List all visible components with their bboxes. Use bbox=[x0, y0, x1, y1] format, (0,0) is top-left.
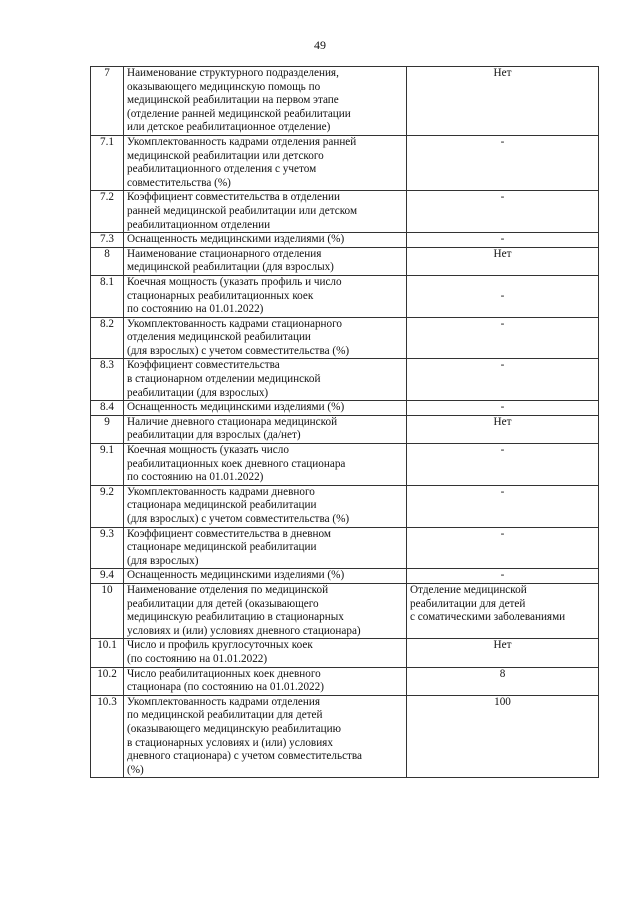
indicator-name-line: Наименование структурного подразделения, bbox=[127, 67, 339, 79]
indicator-name-line: Коечная мощность (указать профиль и число bbox=[127, 275, 342, 288]
table-row bbox=[91, 359, 599, 401]
indicator-name-line: Наименование отделения по медицинской bbox=[127, 583, 329, 596]
indicator-value bbox=[407, 695, 599, 778]
indicator-value-line: - bbox=[500, 135, 505, 148]
table-row bbox=[91, 247, 599, 275]
indicator-name-line: Наличие дневного стационара медицинской bbox=[127, 415, 338, 428]
indicator-name-line: Укомплектованность кадрами стационарного bbox=[127, 317, 343, 330]
page-number: 49 bbox=[314, 38, 326, 52]
indicator-name-line: (%) bbox=[127, 763, 144, 776]
indicator-name bbox=[124, 444, 407, 486]
indicator-name bbox=[124, 415, 407, 443]
indicator-name-line: Коечная мощность (указать число bbox=[127, 444, 289, 457]
row-number: 10.2 bbox=[91, 667, 124, 695]
indicator-name bbox=[124, 135, 407, 190]
row-number: 8 bbox=[91, 247, 124, 275]
indicator-name-line: Укомплектованность кадрами отделения ранней bbox=[127, 135, 357, 148]
indicator-value bbox=[407, 359, 599, 401]
indicator-name-line: дневного стационара) с учетом совместительства bbox=[127, 750, 363, 763]
row-number: 8.1 bbox=[91, 275, 124, 317]
indicator-value bbox=[407, 247, 599, 275]
indicator-name bbox=[124, 401, 407, 416]
indicator-value bbox=[407, 401, 599, 416]
indicator-name-line: реабилитационного отделения с учетом bbox=[127, 163, 317, 176]
indicator-value-line: - bbox=[500, 191, 505, 204]
indicator-name-line: медицинской реабилитации (для взрослых) bbox=[127, 261, 334, 274]
indicator-value bbox=[407, 317, 599, 359]
indicator-value-line: Нет bbox=[493, 639, 512, 652]
indicator-value-line: - bbox=[500, 569, 505, 582]
indicator-value-line: 8 bbox=[499, 667, 506, 680]
indicator-name bbox=[124, 695, 407, 778]
indicator-value bbox=[407, 233, 599, 248]
table-row bbox=[91, 444, 599, 486]
indicator-value-line: с соматическими заболеваниями bbox=[410, 611, 566, 624]
indicator-name-line: реабилитационных коек дневного стационара bbox=[127, 457, 346, 470]
indicator-name-line: стационарных реабилитационных коек bbox=[127, 289, 314, 302]
indicator-name-line: медицинскую реабилитацию в стационарных bbox=[127, 611, 344, 624]
indicator-value-line: - bbox=[500, 527, 505, 540]
table-row bbox=[91, 135, 599, 190]
row-number: 7 bbox=[91, 67, 124, 136]
indicator-value-line: - bbox=[500, 233, 505, 246]
row-number: 9.1 bbox=[91, 444, 124, 486]
indicator-name-line: реабилитации для взрослых (да/нет) bbox=[127, 429, 301, 442]
indicator-name bbox=[124, 191, 407, 233]
indicator-name-line: Коэффициент совместительства в дневном bbox=[127, 527, 331, 540]
indicator-value-line: - bbox=[500, 485, 505, 498]
row-number: 8.2 bbox=[91, 317, 124, 359]
indicators-table bbox=[90, 66, 599, 778]
indicator-name bbox=[124, 67, 407, 136]
table-row bbox=[91, 569, 599, 584]
indicator-value-line: - bbox=[500, 317, 505, 330]
indicator-name bbox=[124, 583, 407, 638]
indicator-name-line: (для взрослых) с учетом совместительства (%) bbox=[127, 513, 350, 525]
row-number: 7.2 bbox=[91, 191, 124, 233]
indicator-name-line: Коэффициент совместительства в отделении bbox=[127, 191, 340, 204]
indicator-value bbox=[407, 415, 599, 443]
indicator-value-line: - bbox=[500, 444, 505, 457]
indicator-name bbox=[124, 485, 407, 527]
table-row bbox=[91, 233, 599, 248]
indicator-name-line: отделения медицинской реабилитации bbox=[127, 331, 311, 344]
indicator-value bbox=[407, 569, 599, 584]
table-row bbox=[91, 317, 599, 359]
indicator-name-line: по медицинской реабилитации для детей bbox=[127, 709, 323, 722]
indicator-name bbox=[124, 527, 407, 569]
row-number: 7.3 bbox=[91, 233, 124, 248]
row-number: 10 bbox=[91, 583, 124, 638]
indicator-name bbox=[124, 247, 407, 275]
table-row bbox=[91, 639, 599, 667]
row-number: 9.3 bbox=[91, 527, 124, 569]
indicator-name-line: (оказывающего медицинскую реабилитацию bbox=[127, 722, 341, 735]
indicator-value-line: - bbox=[500, 359, 505, 372]
indicator-name-line: в стационарном отделении медицинской bbox=[127, 373, 321, 386]
table-row bbox=[91, 527, 599, 569]
indicator-value-line: - bbox=[500, 289, 505, 302]
indicator-name-line: в стационарных условиях и (или) условиях bbox=[127, 736, 333, 749]
row-number: 8.4 bbox=[91, 401, 124, 416]
indicator-value bbox=[407, 527, 599, 569]
indicator-value bbox=[407, 667, 599, 695]
indicator-name-line: по состоянию на 01.01.2022) bbox=[127, 471, 264, 484]
indicator-name-line: стационаре медицинской реабилитации bbox=[127, 541, 317, 554]
indicator-name-line: (отделение ранней медицинской реабилитации bbox=[127, 107, 351, 120]
indicator-name-line: оказывающего медицинскую помощь по bbox=[127, 80, 321, 93]
indicator-name bbox=[124, 569, 407, 584]
row-number: 9 bbox=[91, 415, 124, 443]
table-row bbox=[91, 191, 599, 233]
indicator-name-line: Число и профиль круглосуточных коек bbox=[127, 639, 313, 652]
indicator-name bbox=[124, 639, 407, 667]
indicator-name bbox=[124, 359, 407, 401]
table-row bbox=[91, 401, 599, 416]
indicator-value bbox=[407, 135, 599, 190]
indicator-value-line: 100 bbox=[494, 695, 511, 708]
indicator-name-line: Укомплектованность кадрами отделения bbox=[127, 695, 320, 708]
indicator-name-line: Укомплектованность кадрами дневного bbox=[127, 485, 315, 498]
indicator-name-line: реабилитации для детей (оказывающего bbox=[127, 597, 319, 610]
table-row bbox=[91, 583, 599, 638]
indicator-value-line: Отделение медицинской bbox=[410, 583, 527, 596]
indicator-value bbox=[407, 191, 599, 233]
indicator-name-line: Наименование стационарного отделения bbox=[127, 247, 322, 260]
indicator-name bbox=[124, 667, 407, 695]
indicator-name-line: (для взрослых) bbox=[127, 554, 199, 567]
indicator-value bbox=[407, 67, 599, 136]
indicator-name-line: (по состоянию на 01.01.2022) bbox=[127, 652, 268, 665]
indicator-name-line: условиях и (или) условиях дневного стационара) bbox=[127, 624, 361, 637]
table-row bbox=[91, 485, 599, 527]
indicator-name-line: стационара (по состоянию на 01.01.2022) bbox=[127, 681, 324, 694]
indicator-name-line: Коэффициент совместительства bbox=[127, 359, 280, 372]
indicator-value bbox=[407, 275, 599, 317]
indicator-name-line: стационара медицинской реабилитации bbox=[127, 499, 317, 512]
row-number: 7.1 bbox=[91, 135, 124, 190]
indicator-value-line: - bbox=[500, 401, 505, 414]
indicator-name-line: реабилитации (для взрослых) bbox=[127, 386, 269, 399]
indicator-name-line: Оснащенность медицинскими изделиями (%) bbox=[127, 569, 345, 582]
row-number: 10.1 bbox=[91, 639, 124, 667]
indicator-name-line: медицинской реабилитации или детского bbox=[127, 149, 324, 162]
table-row bbox=[91, 695, 599, 778]
indicator-name-line: Оснащенность медицинскими изделиями (%) bbox=[127, 233, 345, 246]
indicator-value bbox=[407, 485, 599, 527]
row-number: 9.4 bbox=[91, 569, 124, 584]
indicator-value bbox=[407, 444, 599, 486]
indicator-name-line: Число реабилитационных коек дневного bbox=[127, 667, 321, 680]
indicator-name-line: ранней медицинской реабилитации или детском bbox=[127, 204, 358, 217]
indicator-value-line: Нет bbox=[493, 415, 512, 428]
indicator-name bbox=[124, 317, 407, 359]
indicator-name-line: Оснащенность медицинскими изделиями (%) bbox=[127, 401, 345, 414]
table-row bbox=[91, 67, 599, 136]
indicator-name-line: (для взрослых) с учетом совместительства (%) bbox=[127, 344, 350, 357]
indicator-value-line: Нет bbox=[493, 67, 512, 79]
indicator-value-line: Нет bbox=[493, 247, 512, 260]
indicator-name-line: или детское реабилитационное отделение) bbox=[127, 121, 331, 134]
indicator-value bbox=[407, 639, 599, 667]
indicator-name-line: совместительства (%) bbox=[127, 176, 231, 189]
table-row bbox=[91, 275, 599, 317]
row-number: 8.3 bbox=[91, 359, 124, 401]
indicator-name bbox=[124, 275, 407, 317]
row-number: 10.3 bbox=[91, 695, 124, 778]
table-row bbox=[91, 415, 599, 443]
table-row bbox=[91, 667, 599, 695]
indicator-name-line: медицинской реабилитации на первом этапе bbox=[127, 94, 339, 107]
indicator-value-line: реабилитации для детей bbox=[410, 597, 526, 610]
indicator-name bbox=[124, 233, 407, 248]
row-number: 9.2 bbox=[91, 485, 124, 527]
indicator-name-line: реабилитационном отделении bbox=[127, 218, 271, 231]
indicator-name-line: по состоянию на 01.01.2022) bbox=[127, 303, 264, 316]
indicator-value bbox=[407, 583, 599, 638]
